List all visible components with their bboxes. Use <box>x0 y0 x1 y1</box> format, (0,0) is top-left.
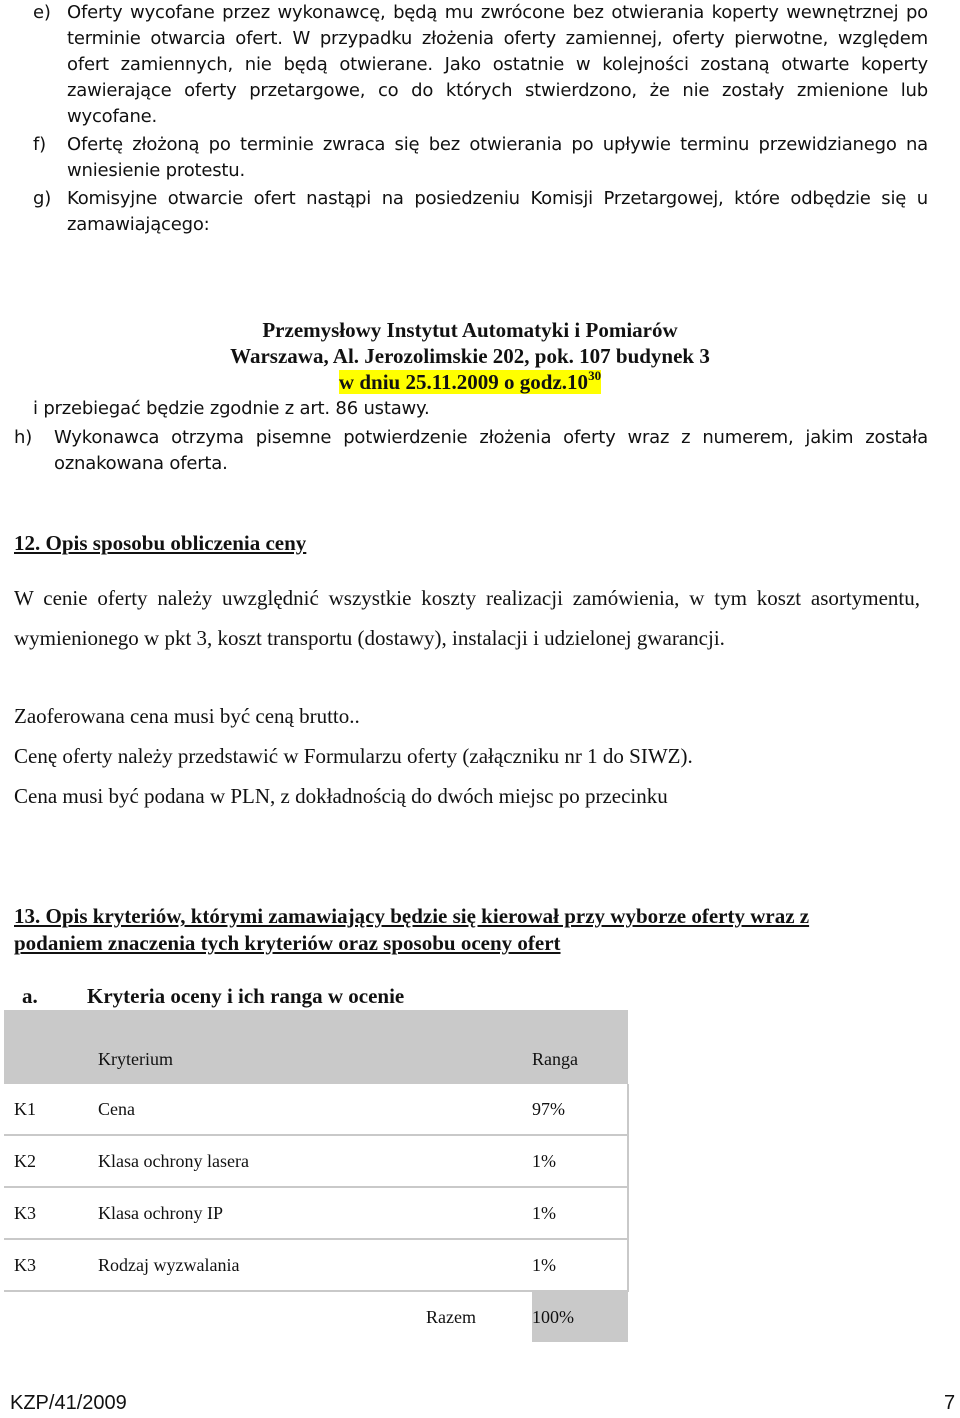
table-row <box>4 1135 628 1187</box>
header-rank: Ranga <box>532 1010 628 1084</box>
item-text: Wykonawca otrzyma pisemne potwierdzenie złożenia oferty wraz z numerem, jakim została oznakowana oferta. <box>54 427 928 474</box>
header-criterion: Kryterium <box>98 1010 532 1084</box>
criterion-id: K2 <box>4 1135 98 1187</box>
criterion-rank: 1% <box>532 1239 628 1291</box>
item-label: f) <box>33 134 46 155</box>
time-minutes: 30 <box>588 368 602 383</box>
list-item-h <box>14 425 928 477</box>
criterion-name: Klasa ochrony IP <box>98 1187 532 1239</box>
table-row <box>4 1239 628 1291</box>
item-label: e) <box>33 2 51 23</box>
list-item-g <box>33 186 928 238</box>
item-label: h) <box>14 427 33 448</box>
criterion-id: K3 <box>4 1187 98 1239</box>
section-12-paragraph-2: Zaoferowana cena musi być ceną brutto.. <box>14 704 360 728</box>
criterion-rank: 1% <box>532 1187 628 1239</box>
section-12-paragraph-4: Cena musi być podana w PLN, z dokładnością do dwóch miejsc po przecinku <box>14 784 668 808</box>
list-item-e <box>33 0 928 130</box>
criterion-rank: 97% <box>532 1084 628 1135</box>
criterion-name: Cena <box>98 1084 532 1135</box>
list-item-f <box>33 132 928 184</box>
table-header-row <box>4 1010 628 1084</box>
criterion-name: Rodzaj wyzwalania <box>98 1239 532 1291</box>
subsection-a-label: a. <box>22 984 38 1008</box>
table-row <box>4 1187 628 1239</box>
item-text: Oferty wycofane przez wykonawcę, będą mu zwrócone bez otwierania koperty wewnętrznej po terminie otwarcia ofert. W przypadku złożenia oferty zamiennej, oferty pierwotne, względem ofert zamiennych, nie będą otwierane. Jako ostatnie w kolejności zostaną otwarte koperty zawierające oferty przetargowe, co do których stwierdzono, że nie zostały zmienione lub wycofane. <box>67 2 928 127</box>
footer-page-number: 7 <box>944 1392 956 1414</box>
date-highlight <box>339 370 601 394</box>
total-value: 100% <box>532 1291 628 1342</box>
header-id <box>4 1010 98 1084</box>
table-row <box>4 1084 628 1135</box>
venue-note: i przebiegać będzie zgodnie z art. 86 ustawy. <box>33 398 430 419</box>
subsection-a-title: Kryteria oceny i ich ranga w ocenie <box>87 984 405 1008</box>
section-12-paragraph-1: W cenie oferty należy uwzględnić wszystkie koszty realizacji zamówienia, w tym koszt asortymentu, wymienionego w pkt 3, koszt transportu (dostawy), instalacji i udzielonej gwarancji. <box>14 586 920 650</box>
section-12-paragraph-3: Cenę oferty należy przedstawić w Formularzu oferty (załączniku nr 1 do SIWZ). <box>14 744 693 768</box>
table-total-row <box>4 1291 628 1342</box>
section-12-heading: 12. Opis sposobu obliczenia ceny <box>14 531 307 555</box>
venue-date <box>0 369 940 395</box>
item-text: Komisyjne otwarcie ofert nastąpi na posiedzeniu Komisji Przetargowej, które odbędzie się u zamawiającego: <box>67 188 928 235</box>
section-13-heading-line-1: 13. Opis kryteriów, którymi zamawiający będzie się kierował przy wyborze oferty wraz z <box>14 904 810 928</box>
footer-doc-id: KZP/41/2009 <box>10 1392 127 1414</box>
criterion-name: Klasa ochrony lasera <box>98 1135 532 1187</box>
criterion-id: K1 <box>4 1084 98 1135</box>
criterion-rank: 1% <box>532 1135 628 1187</box>
item-text: Ofertę złożoną po terminie zwraca się bez otwierania po upływie terminu przewidzianego na wniesienie protestu. <box>67 134 928 181</box>
section-13-heading-line-2: podaniem znaczenia tych kryteriów oraz sposobu oceny ofert <box>14 931 561 955</box>
item-label: g) <box>33 188 52 209</box>
criteria-table <box>4 1010 629 1342</box>
venue-name: Przemysłowy Instytut Automatyki i Pomiarów <box>262 318 678 342</box>
venue-address: Warszawa, Al. Jerozolimskie 202, pok. 107 budynek 3 <box>230 344 710 368</box>
date-text: w dniu 25.11.2009 o godz.10 <box>338 370 589 394</box>
total-label: Razem <box>98 1291 532 1342</box>
criterion-id: K3 <box>4 1239 98 1291</box>
